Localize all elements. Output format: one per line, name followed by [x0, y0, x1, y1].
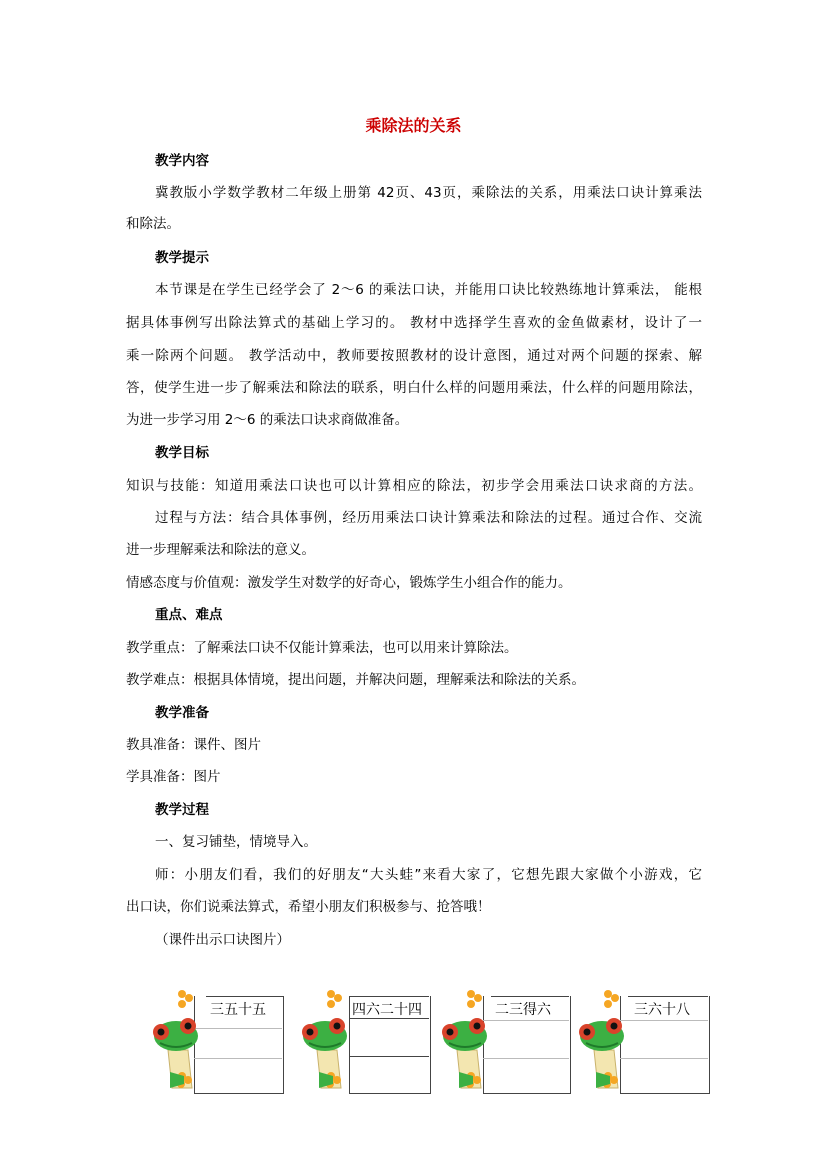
paragraph-line: 本节课是在学生已经学会了 2～6 的乘法口诀，并能用口诀比较熟练地计算乘法， 能根 — [155, 282, 702, 298]
paragraph-line: 学具准备：图片 — [126, 769, 221, 785]
heading-keypoints: 重点、难点 — [155, 607, 223, 623]
page-title: 乘除法的关系 — [365, 116, 462, 135]
paragraph-line: 答，使学生进一步了解乘法和除法的联系，明白什么样的问题用乘法，什么样的问题用除法， — [126, 380, 702, 396]
paragraph-line: 过程与方法：结合具体事例，经历用乘法口诀计算乘法和除法的过程。通过合作、交流 — [155, 510, 702, 526]
paragraph-line: 为进一步学习用 2～6 的乘法口诀求商做准备。 — [126, 412, 409, 428]
paragraph-line: 和除法。 — [126, 216, 180, 232]
frog-icon — [437, 988, 497, 1098]
frog-card-2 — [297, 988, 432, 1098]
frog-card-4 — [574, 988, 709, 1098]
paragraph-line: 乘一除两个问题。 教学活动中，教师要按照教材的设计意图，通过对两个问题的探索、解 — [126, 348, 702, 364]
paragraph-line: 进一步理解乘法和除法的意义。 — [126, 542, 315, 558]
paragraph-line: （课件出示口诀图片） — [155, 932, 290, 948]
frog-card-3 — [437, 988, 572, 1098]
paragraph-line: 教学重点：了解乘法口诀不仅能计算乘法，也可以用来计算除法。 — [126, 640, 518, 656]
card-label: 四六二十四 — [352, 1002, 422, 1018]
frog-icon — [574, 988, 634, 1098]
heading-goals: 教学目标 — [155, 445, 209, 461]
frog-icon — [148, 988, 208, 1098]
heading-tips: 教学提示 — [155, 250, 209, 266]
heading-content: 教学内容 — [155, 153, 209, 169]
card-label: 三六十八 — [634, 1002, 690, 1018]
card-label: 二三得六 — [495, 1002, 551, 1018]
paragraph-line: 据具体事例写出除法算式的基础上学习的。 教材中选择学生喜欢的金鱼做素材，设计了一 — [126, 315, 702, 331]
paragraph-line: 一、复习铺垫，情境导入。 — [155, 834, 317, 850]
paragraph-line: 教具准备：课件、图片 — [126, 737, 261, 753]
paragraph-line: 出口诀，你们说乘法算式，希望小朋友们积极参与、抢答哦！ — [126, 899, 491, 915]
paragraph-line: 冀教版小学数学教材二年级上册第 42页、43页，乘除法的关系，用乘法口诀计算乘法 — [155, 185, 702, 201]
paragraph-line: 知识与技能：知道用乘法口诀也可以计算相应的除法，初步学会用乘法口诀求商的方法。 — [126, 478, 702, 494]
heading-preparation: 教学准备 — [155, 705, 209, 721]
card-label: 三五十五 — [210, 1002, 266, 1018]
frog-icon — [297, 988, 357, 1098]
heading-process: 教学过程 — [155, 802, 209, 818]
paragraph-line: 师：小朋友们看，我们的好朋友“大头蛙”来看大家了，它想先跟大家做个小游戏，它 — [155, 867, 702, 883]
paragraph-line: 教学难点：根据具体情境，提出问题，并解决问题，理解乘法和除法的关系。 — [126, 672, 585, 688]
frog-card-1 — [148, 988, 283, 1098]
paragraph-line: 情感态度与价值观：激发学生对数学的好奇心，锻炼学生小组合作的能力。 — [126, 575, 572, 591]
